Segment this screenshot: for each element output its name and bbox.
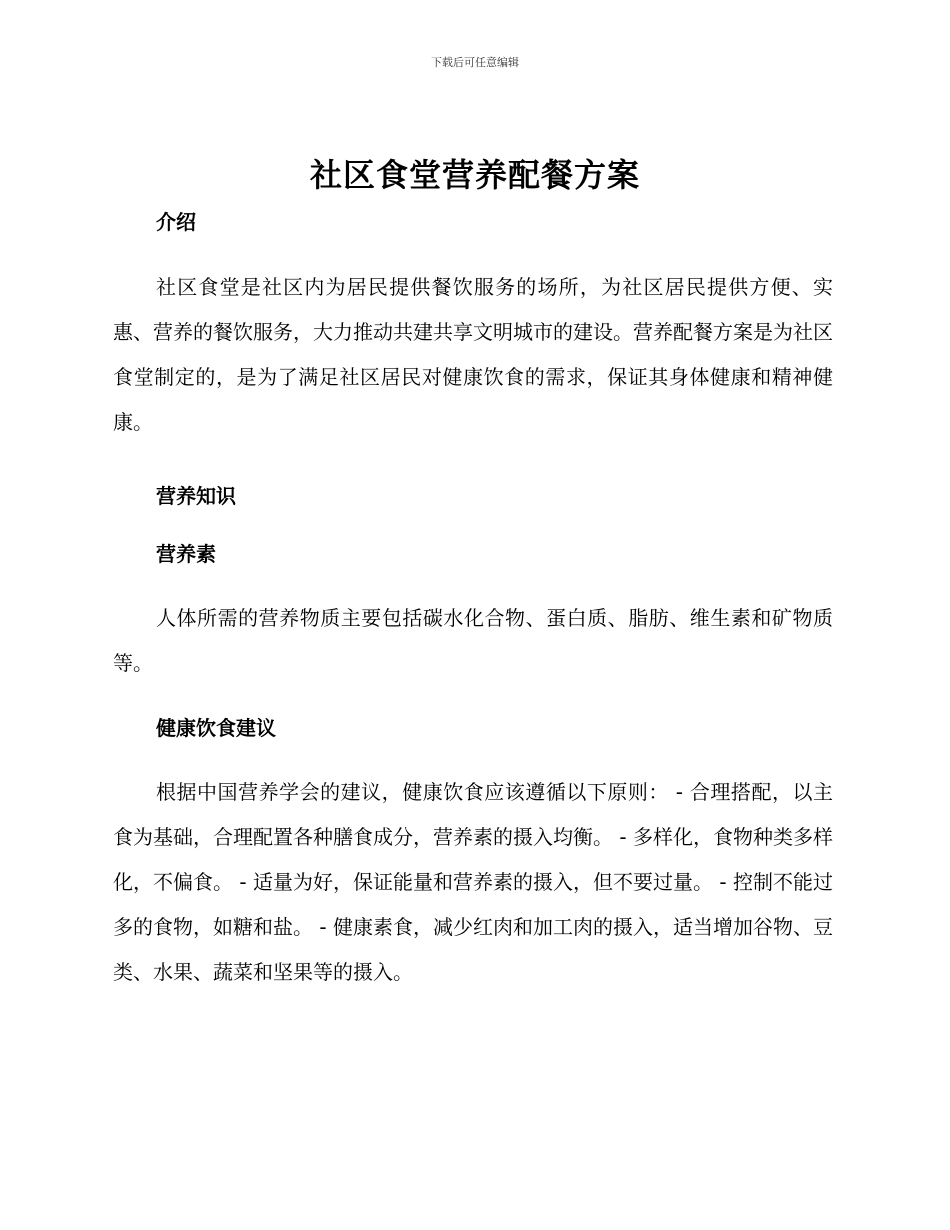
section-paragraph-intro: 社区食堂是社区内为居民提供餐饮服务的场所，为社区居民提供方便、实惠、营养的餐饮服务，大力推动共建共享文明城市的建设。营养配餐方案是为社区食堂制定的，是为了满足社区居民对健康饮食的需求，保证其身体健康和精神健康。 xyxy=(113,275,833,434)
section-paragraph-healthy-diet-advice: 根据中国营养学会的建议，健康饮食应该遵循以下原则： - 合理搭配，以主食为基础，合理配置各种膳食成分，营养素的摄入均衡。 - 多样化，食物种类多样化，不偏食。 - 适量为好，保证能量和营养素的摄入，但不要过量。 - 控制不能过多的食物，如糖和盐。 - 健康素食，减少红肉和加工肉的摄入，适当增加谷物、豆类、水果、蔬菜和坚果等的摄入。 xyxy=(113,780,833,984)
watermark-text: 下载后可任意编辑 xyxy=(431,56,519,69)
section-heading-intro: 介绍 xyxy=(156,210,196,234)
section-heading-nutrients: 营养素 xyxy=(156,542,216,566)
section-heading-healthy-diet-advice: 健康饮食建议 xyxy=(156,716,276,740)
section-heading-nutrition-knowledge: 营养知识 xyxy=(156,484,236,508)
section-paragraph-nutrients: 人体所需的营养物质主要包括碳水化合物、蛋白质、脂肪、维生素和矿物质等。 xyxy=(113,606,833,675)
document-body xyxy=(113,206,833,995)
page-title: 社区食堂营养配餐方案 xyxy=(309,156,640,194)
